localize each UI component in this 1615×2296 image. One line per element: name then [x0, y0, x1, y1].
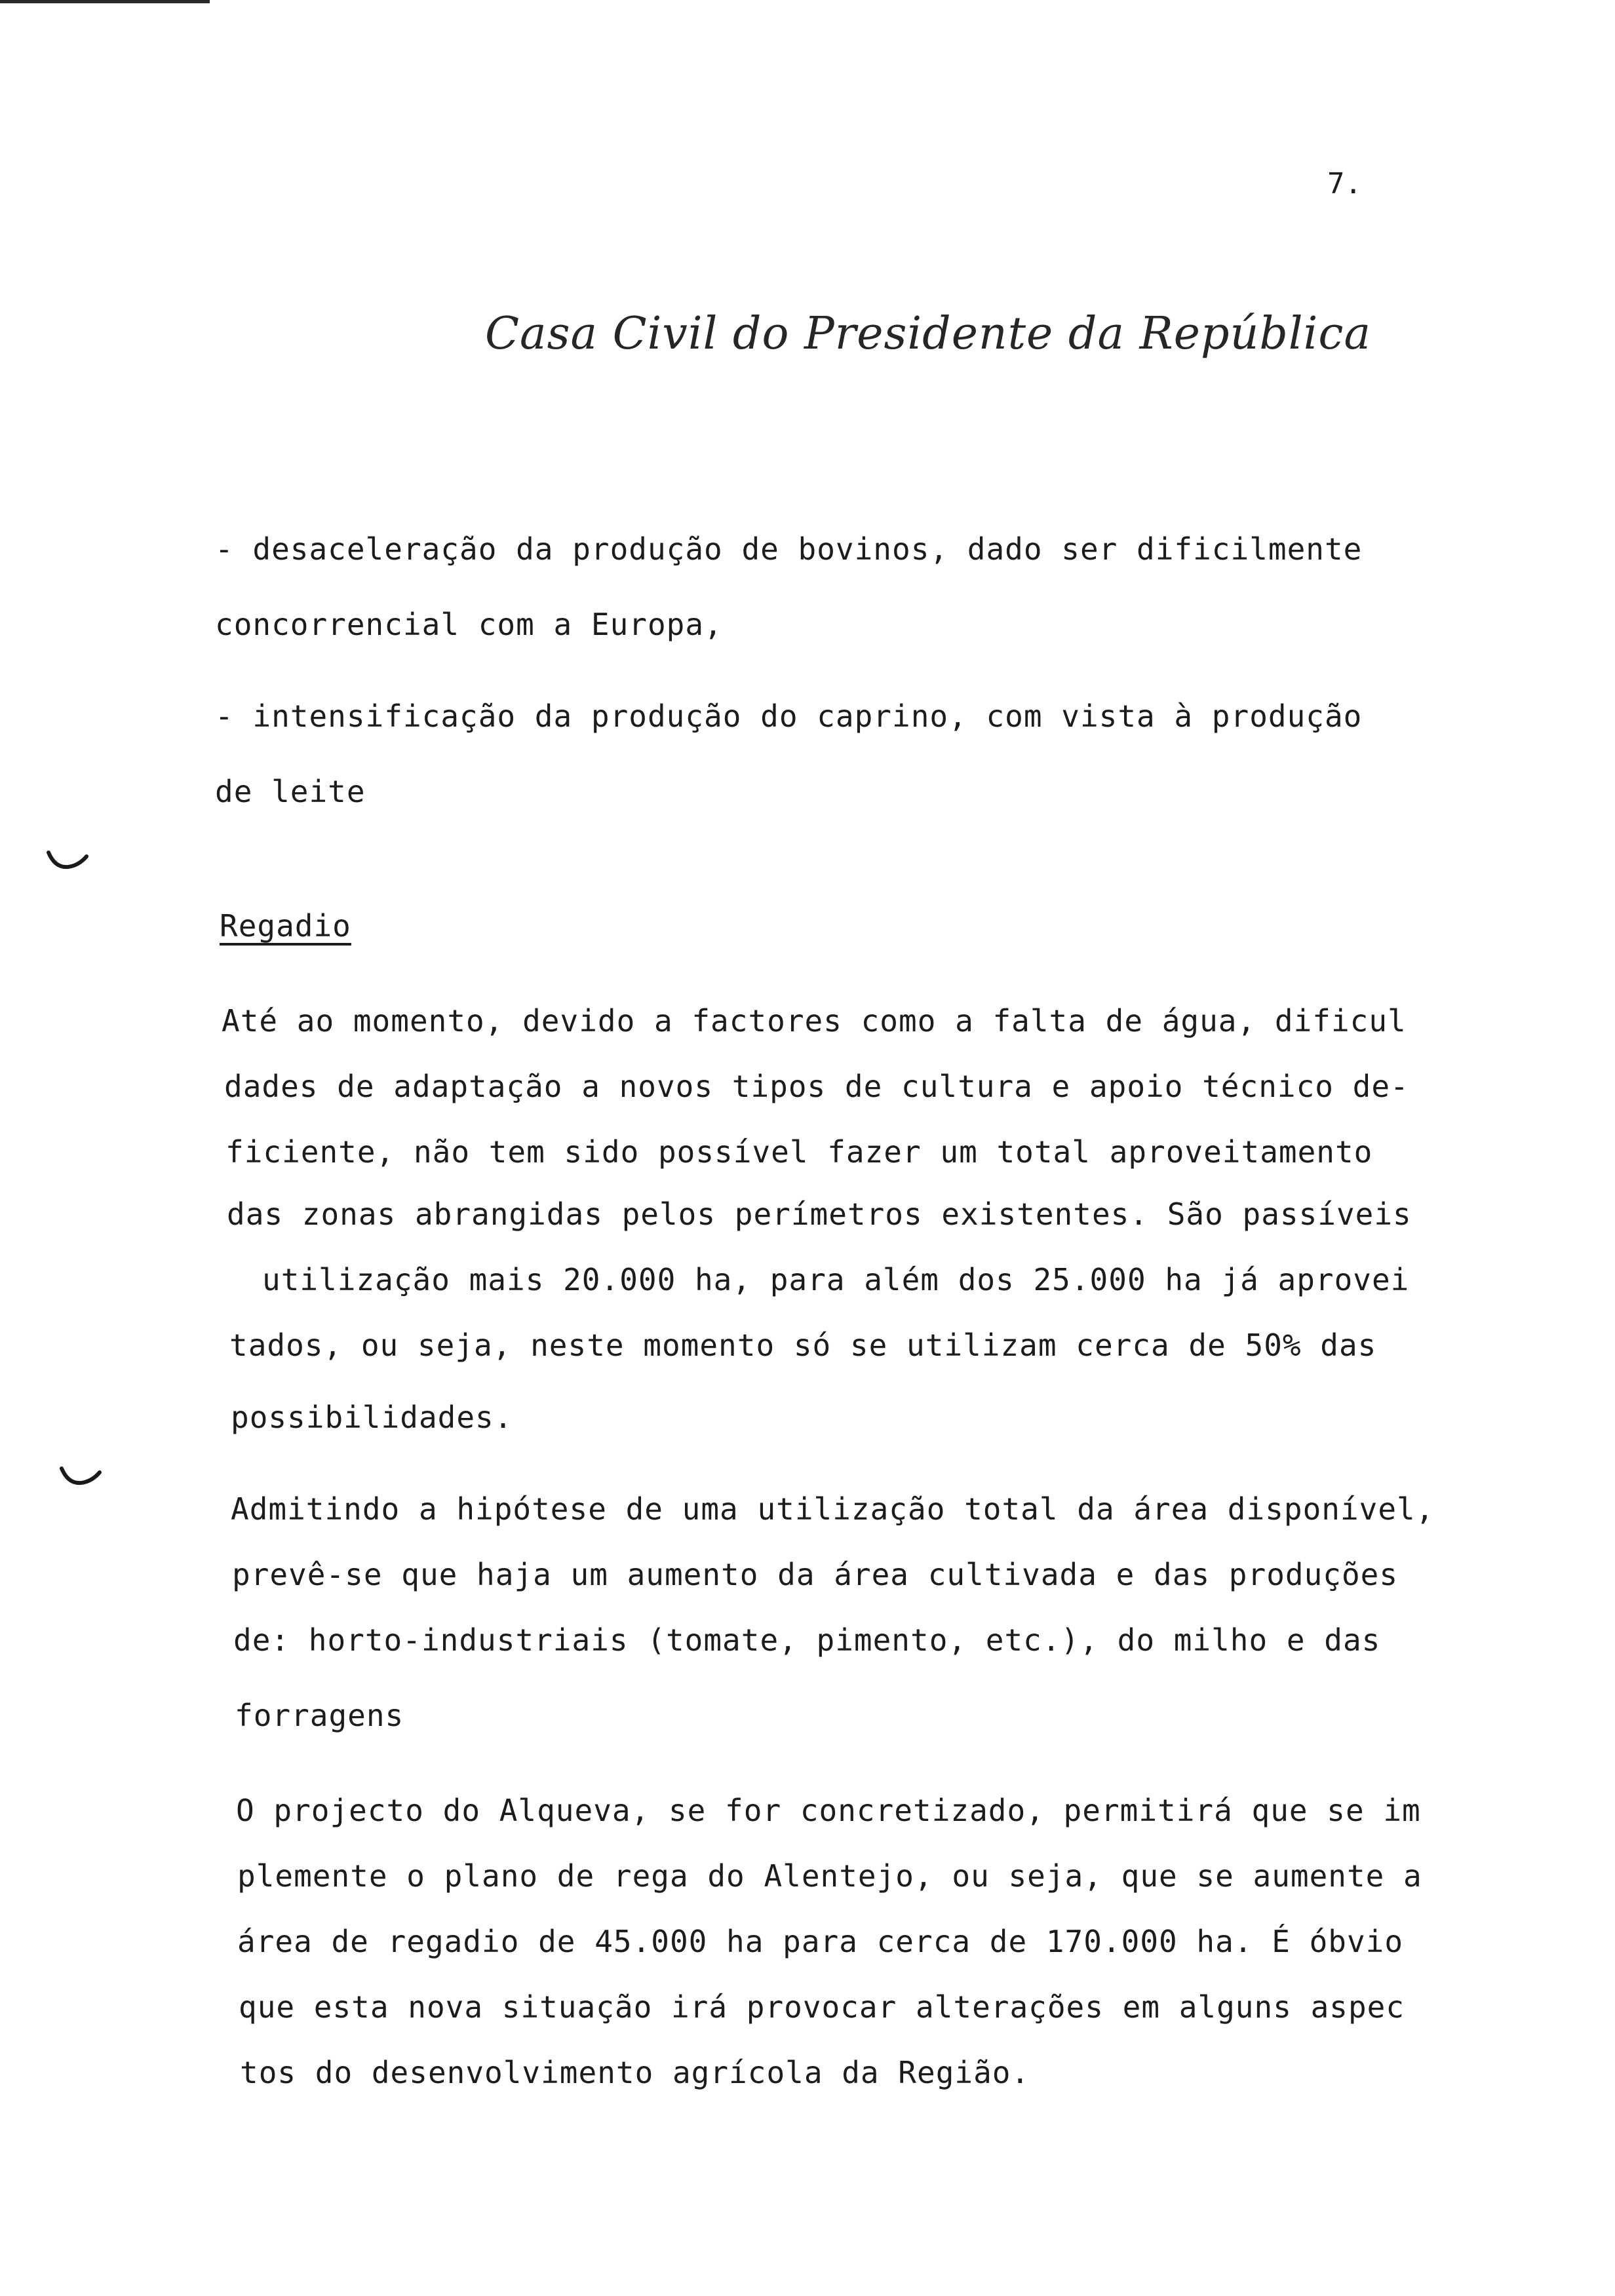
paragraph-line: de: horto-industriais (tomate, pimento, etc.), do milho e das: [233, 1622, 1381, 1658]
paragraph-line: tos do desenvolvimento agrícola da Região.: [240, 2055, 1030, 2090]
bullet-line: concorrencial com a Europa,: [215, 607, 723, 642]
paragraph-line: forragens: [235, 1698, 404, 1733]
pen-check-mark-icon: [59, 1464, 102, 1487]
paragraph-line: O projecto do Alqueva, se for concretizado, permitirá que se im: [236, 1793, 1421, 1828]
paragraph-line: tados, ou seja, neste momento só se utilizam cerca de 50% das: [229, 1328, 1377, 1363]
paragraph-line: Até ao momento, devido a factores como a falta de água, dificul: [222, 1003, 1407, 1039]
paragraph-line: utilização mais 20.000 ha, para além dos 25.000 ha já aprovei: [262, 1262, 1410, 1297]
page-number: 7.: [1327, 167, 1362, 201]
paragraph-line: possibilidades.: [231, 1400, 513, 1435]
bullet-line: - desaceleração da produção de bovinos, dado ser dificilmente: [215, 531, 1363, 567]
paragraph-line: plemente o plano de rega do Alentejo, ou seja, que se aumente a: [237, 1858, 1422, 1894]
paragraph-line: Admitindo a hipótese de uma utilização total da área disponível,: [231, 1491, 1435, 1527]
top-edge-rule: [0, 0, 210, 3]
paragraph-line: prevê-se que haja um aumento da área cultivada e das produções: [232, 1557, 1399, 1592]
paragraph-line: ficiente, não tem sido possível fazer um total aproveitamento: [225, 1134, 1373, 1170]
letterhead-title: Casa Civil do Presidente da República: [485, 308, 1372, 360]
bullet-line: - intensificação da produção do caprino, com vista à produção: [215, 698, 1363, 734]
bullet-line: de leite: [215, 774, 366, 809]
pen-check-mark-icon: [46, 849, 89, 871]
paragraph-line: das zonas abrangidas pelos perímetros existentes. São passíveis: [227, 1196, 1412, 1232]
paragraph-line: que esta nova situação irá provocar alterações em alguns aspec: [239, 1989, 1405, 2025]
section-heading: Regadio: [220, 908, 351, 944]
paragraph-line: área de regadio de 45.000 ha para cerca de 170.000 ha. É óbvio: [237, 1924, 1404, 1959]
paragraph-line: dades de adaptação a novos tipos de cultura e apoio técnico de-: [224, 1069, 1409, 1104]
